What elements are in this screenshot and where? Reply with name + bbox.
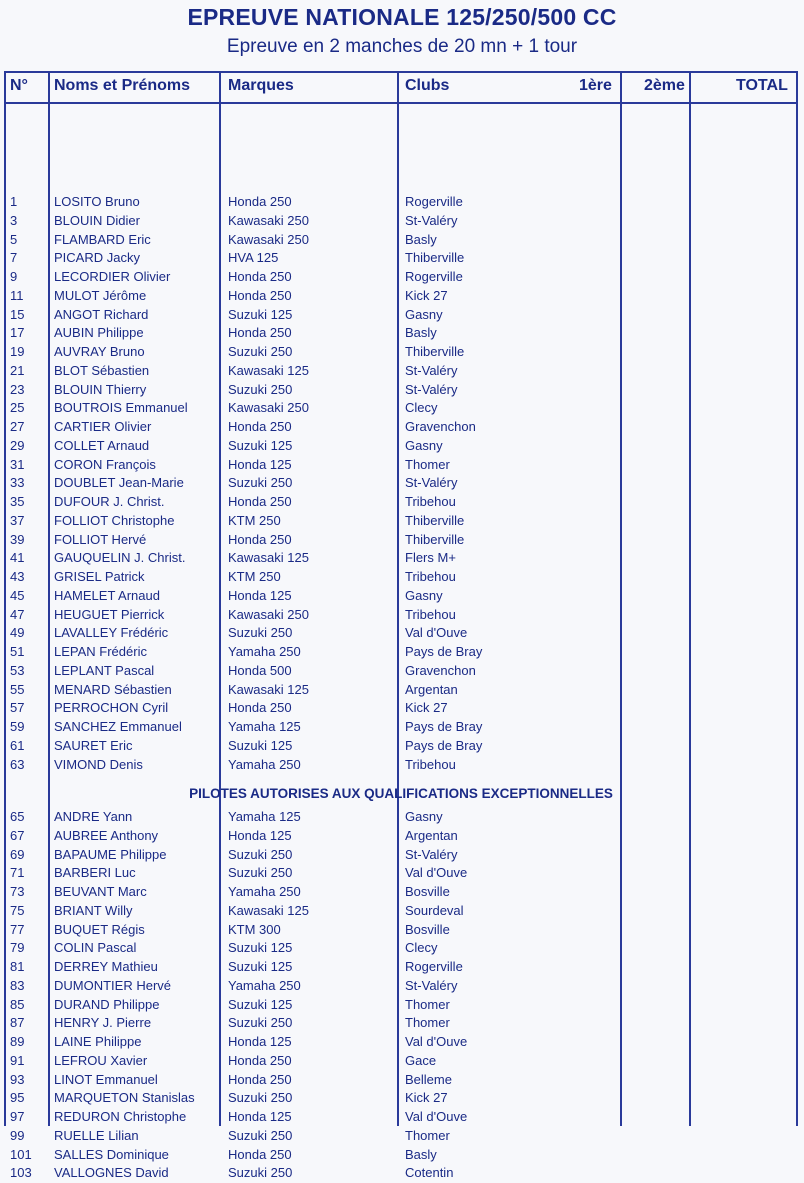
rider-make: Suzuki 250 — [228, 1015, 293, 1031]
table-row — [4, 1089, 798, 1108]
section-title: PILOTES AUTORISES AUX QUALIFICATIONS EXCEPTIONNELLES — [189, 786, 613, 801]
rider-name: DERREY Mathieu — [54, 959, 158, 974]
rider-name: FOLLIOT Hervé — [54, 531, 147, 547]
rider-name: FOLLIOT Christophe — [54, 512, 175, 528]
rider-club: Bosville — [405, 884, 450, 899]
rider-name: ANGOT Richard — [54, 306, 149, 322]
rider-make: Suzuki 125 — [228, 306, 293, 322]
rider-club: Tribehou — [405, 606, 456, 622]
page-subtitle: Epreuve en 2 manches de 20 mn + 1 tour — [226, 36, 578, 57]
rider-number: 17 — [10, 325, 25, 341]
rider-make: Honda 125 — [228, 587, 292, 603]
table-row — [4, 977, 798, 996]
rider-name: AUBREE Anthony — [54, 827, 159, 843]
rider-name: GAUQUELIN J. Christ. — [54, 550, 186, 566]
rider-make: Honda 500 — [228, 662, 292, 678]
rider-name: VIMOND Denis — [54, 756, 143, 772]
table-row — [4, 1146, 798, 1165]
table-row — [4, 864, 798, 883]
rider-club: Clecy — [405, 400, 438, 416]
table-row — [4, 939, 798, 958]
table-row — [4, 193, 798, 212]
table-row — [4, 418, 798, 437]
rider-name: COLLET Arnaud — [54, 437, 150, 453]
table-row — [4, 921, 798, 940]
rider-make: Suzuki 250 — [228, 381, 293, 397]
rider-number: 23 — [10, 381, 25, 397]
rider-number: 101 — [10, 1146, 32, 1162]
rider-number: 33 — [10, 475, 25, 491]
rider-club: Thomer — [405, 1127, 450, 1143]
rider-number: 75 — [10, 902, 25, 918]
table-row — [4, 996, 798, 1015]
rider-make: Honda 125 — [228, 1109, 292, 1124]
rider-number: 43 — [10, 569, 25, 584]
rider-make: Suzuki 250 — [228, 475, 293, 491]
table-row — [4, 1014, 798, 1033]
rider-club: Flers M+ — [405, 550, 456, 566]
rider-name: LAINE Philippe — [54, 1034, 142, 1049]
rider-make: Suzuki 125 — [228, 737, 293, 753]
rider-name: BEUVANT Marc — [54, 884, 147, 899]
rider-club: Val d'Ouve — [405, 625, 468, 641]
rider-number: 87 — [10, 1015, 25, 1031]
rider-number: 27 — [10, 419, 25, 434]
rider-name: BARBERI Luc — [54, 865, 136, 881]
rider-number: 93 — [10, 1071, 25, 1087]
rider-number: 7 — [10, 250, 18, 266]
rider-club: St-Valéry — [405, 362, 458, 378]
rider-club: Cotentin — [405, 1165, 454, 1181]
rider-make: Honda 250 — [228, 287, 292, 303]
table-row — [4, 902, 798, 921]
rider-make: HVA 125 — [228, 250, 279, 266]
rider-make: Honda 250 — [228, 325, 292, 341]
rider-name: LECORDIER Olivier — [54, 269, 171, 284]
rider-number: 49 — [10, 625, 25, 641]
table-row — [4, 568, 798, 587]
table-row — [4, 1108, 798, 1127]
rider-make: Suzuki 125 — [228, 996, 293, 1012]
rider-number: 97 — [10, 1109, 25, 1124]
rider-club: Gace — [405, 1052, 437, 1068]
rider-number: 79 — [10, 940, 25, 956]
header-make: Marques — [228, 77, 294, 94]
table-row — [4, 827, 798, 846]
rider-number: 3 — [10, 212, 18, 228]
table-row — [4, 1164, 798, 1183]
table-row — [4, 268, 798, 287]
rider-name: CORON François — [54, 456, 156, 472]
rider-name: LEPLANT Pascal — [54, 662, 155, 678]
rider-name: HAMELET Arnaud — [54, 587, 160, 603]
rider-name: BAPAUME Philippe — [54, 846, 167, 862]
rider-name: PICARD Jacky — [54, 250, 140, 266]
table-row — [4, 606, 798, 625]
rider-make: Honda 125 — [228, 1034, 292, 1049]
rider-make: Suzuki 250 — [228, 1165, 293, 1181]
rider-club: St-Valéry — [405, 475, 458, 491]
rider-club: Tribehou — [405, 494, 456, 509]
table-row — [4, 808, 798, 827]
rider-club: Belleme — [405, 1071, 452, 1087]
rider-name: LEPAN Frédéric — [54, 644, 147, 659]
table-row — [4, 883, 798, 902]
rider-club: St-Valéry — [405, 381, 458, 397]
rider-name: BLOT Sébastien — [54, 362, 150, 378]
rider-club: Argentan — [405, 681, 458, 697]
rider-number: 29 — [10, 437, 25, 453]
rider-number: 55 — [10, 681, 25, 697]
rider-make: Kawasaki 250 — [228, 606, 309, 622]
rider-make: Honda 250 — [228, 700, 292, 716]
rider-club: Gasny — [405, 437, 443, 453]
table-row — [4, 362, 798, 381]
rider-club: Thiberville — [405, 531, 465, 547]
rider-club: Sourdeval — [405, 902, 464, 918]
rider-number: 51 — [10, 644, 25, 659]
rider-club: Kick 27 — [405, 1090, 448, 1106]
rider-make: Kawasaki 250 — [228, 231, 309, 247]
rider-club: Clecy — [405, 940, 438, 956]
rider-club: Gasny — [405, 587, 443, 603]
rider-club: Thiberville — [405, 250, 465, 266]
table-row — [4, 549, 798, 568]
rider-club: Tribehou — [405, 756, 456, 772]
table-row — [4, 531, 798, 550]
table-row — [4, 681, 798, 700]
rider-name: SALLES Dominique — [54, 1146, 169, 1162]
rider-make: Honda 250 — [228, 194, 292, 209]
rider-name: MULOT Jérôme — [54, 287, 147, 303]
rider-name: RUELLE Lilian — [54, 1127, 139, 1143]
rider-number: 89 — [10, 1034, 25, 1049]
rider-name: ANDRE Yann — [54, 809, 133, 824]
rider-club: Kick 27 — [405, 700, 448, 716]
rider-club: Thiberville — [405, 512, 465, 528]
rider-club: Basly — [405, 231, 437, 247]
rider-name: SAURET Eric — [54, 737, 133, 753]
rider-club: Gravenchon — [405, 419, 476, 434]
rider-club: Bosville — [405, 921, 450, 937]
rider-name: REDURON Christophe — [54, 1109, 187, 1124]
table-row — [4, 231, 798, 250]
rider-name: VALLOGNES David — [54, 1165, 169, 1181]
rider-name: BOUTROIS Emmanuel — [54, 400, 188, 416]
rider-number: 57 — [10, 700, 25, 716]
rider-club: Val d'Ouve — [405, 865, 468, 881]
rider-club: Pays de Bray — [405, 719, 483, 734]
table-row — [4, 512, 798, 531]
rider-number: 91 — [10, 1052, 25, 1068]
rider-name: DUMONTIER Hervé — [54, 977, 172, 993]
rider-make: Honda 250 — [228, 1052, 292, 1068]
rider-club: Pays de Bray — [405, 737, 483, 753]
rider-make: Suzuki 250 — [228, 1090, 293, 1106]
rider-name: AUVRAY Bruno — [54, 344, 145, 359]
rider-name: BLOUIN Didier — [54, 212, 140, 228]
riders-list — [4, 193, 798, 774]
rider-make: Honda 250 — [228, 531, 292, 547]
rider-number: 61 — [10, 737, 25, 753]
rider-make: Kawasaki 125 — [228, 550, 309, 566]
rider-number: 65 — [10, 809, 25, 824]
header-num: N° — [10, 77, 28, 94]
rider-make: Honda 250 — [228, 494, 292, 509]
results-table — [4, 71, 798, 1181]
header-total: TOTAL — [736, 77, 788, 94]
rider-name: DURAND Philippe — [54, 996, 160, 1012]
table-row — [4, 306, 798, 325]
table-row — [4, 493, 798, 512]
page-title: EPREUVE NATIONALE 125/250/500 CC — [187, 4, 617, 30]
rider-make: Kawasaki 125 — [228, 362, 309, 378]
rider-number: 85 — [10, 996, 25, 1012]
table-row — [4, 756, 798, 775]
table-row — [4, 287, 798, 306]
table-row — [4, 381, 798, 400]
rider-number: 59 — [10, 719, 25, 734]
table-row — [4, 1033, 798, 1052]
rider-club: Gasny — [405, 809, 443, 824]
rider-number: 45 — [10, 587, 25, 603]
table-top-rule — [4, 71, 798, 73]
rider-number: 15 — [10, 306, 25, 322]
rider-club: Gravenchon — [405, 662, 476, 678]
rider-club: Val d'Ouve — [405, 1034, 468, 1049]
table-row — [4, 212, 798, 231]
rider-number: 67 — [10, 827, 25, 843]
rider-club: Basly — [405, 325, 437, 341]
rider-name: PERROCHON Cyril — [54, 700, 169, 716]
rider-club: Thiberville — [405, 344, 465, 359]
rider-number: 63 — [10, 756, 25, 772]
rider-number: 1 — [10, 194, 18, 209]
rider-club: Val d'Ouve — [405, 1109, 468, 1124]
rider-number: 77 — [10, 921, 25, 937]
table-row — [4, 249, 798, 268]
rider-club: St-Valéry — [405, 977, 458, 993]
rider-make: Yamaha 250 — [228, 756, 301, 772]
table-row — [4, 587, 798, 606]
table-row — [4, 399, 798, 418]
table-row — [4, 324, 798, 343]
table-row — [4, 474, 798, 493]
rider-make: Suzuki 250 — [228, 865, 293, 881]
rider-name: HEUGUET Pierrick — [54, 606, 165, 622]
table-row — [4, 456, 798, 475]
rider-make: Yamaha 125 — [228, 809, 301, 824]
rider-number: 53 — [10, 662, 25, 678]
table-row — [4, 737, 798, 756]
table-row — [4, 699, 798, 718]
header-first: 1ère — [579, 77, 612, 94]
rider-club: Pays de Bray — [405, 644, 483, 659]
rider-make: Suzuki 125 — [228, 959, 293, 974]
table-row — [4, 958, 798, 977]
table-row — [4, 1127, 798, 1146]
rider-make: Honda 125 — [228, 827, 292, 843]
table-row — [4, 1071, 798, 1090]
rider-number: 19 — [10, 344, 25, 359]
table-row — [4, 1052, 798, 1071]
rider-name: MARQUETON Stanislas — [54, 1090, 195, 1106]
header-second: 2ème — [644, 77, 685, 94]
rider-make: Honda 250 — [228, 419, 292, 434]
rider-name: LINOT Emmanuel — [54, 1071, 158, 1087]
rider-make: Yamaha 250 — [228, 644, 301, 659]
rider-club: Thomer — [405, 996, 450, 1012]
rider-club: Thomer — [405, 456, 450, 472]
rider-make: KTM 250 — [228, 512, 281, 528]
rider-name: LAVALLEY Frédéric — [54, 625, 169, 641]
rider-name: FLAMBARD Eric — [54, 231, 151, 247]
rider-name: BRIANT Willy — [54, 902, 133, 918]
rider-make: Honda 125 — [228, 456, 292, 472]
rider-club: Argentan — [405, 827, 458, 843]
rider-number: 73 — [10, 884, 25, 899]
table-row — [4, 718, 798, 737]
rider-number: 81 — [10, 959, 25, 974]
rider-make: Kawasaki 125 — [228, 681, 309, 697]
rider-name: BLOUIN Thierry — [54, 381, 147, 397]
rider-number: 41 — [10, 550, 25, 566]
rider-name: LOSITO Bruno — [54, 194, 140, 209]
rider-number: 37 — [10, 512, 25, 528]
rider-make: Suzuki 250 — [228, 846, 293, 862]
rider-number: 71 — [10, 865, 25, 881]
rider-make: Suzuki 250 — [228, 1127, 293, 1143]
rider-make: Yamaha 250 — [228, 884, 301, 899]
header-name: Noms et Prénoms — [54, 77, 191, 94]
rider-club: Kick 27 — [405, 287, 448, 303]
rider-make: Kawasaki 125 — [228, 902, 309, 918]
table-row — [4, 343, 798, 362]
rider-club: Gasny — [405, 306, 443, 322]
rider-name: DOUBLET Jean-Marie — [54, 475, 184, 491]
rider-make: Suzuki 250 — [228, 344, 293, 359]
rider-name: SANCHEZ Emmanuel — [54, 719, 182, 734]
rider-make: Kawasaki 250 — [228, 400, 309, 416]
rider-name: GRISEL Patrick — [54, 569, 145, 584]
rider-make: Kawasaki 250 — [228, 212, 309, 228]
table-row — [4, 662, 798, 681]
rider-name: LEFROU Xavier — [54, 1052, 148, 1068]
rider-club: Basly — [405, 1146, 437, 1162]
rider-number: 39 — [10, 531, 25, 547]
rider-name: CARTIER Olivier — [54, 419, 152, 434]
rider-club: St-Valéry — [405, 212, 458, 228]
rider-make: Honda 250 — [228, 1146, 292, 1162]
rider-make: Suzuki 125 — [228, 437, 293, 453]
rider-number: 99 — [10, 1127, 25, 1143]
rider-name: COLIN Pascal — [54, 940, 137, 956]
rider-number: 103 — [10, 1165, 32, 1181]
rider-club: Rogerville — [405, 959, 463, 974]
rider-make: KTM 250 — [228, 569, 281, 584]
rider-number: 31 — [10, 456, 25, 472]
rider-number: 25 — [10, 400, 25, 416]
rider-name: DUFOUR J. Christ. — [54, 494, 165, 509]
rider-name: HENRY J. Pierre — [54, 1015, 152, 1031]
rider-make: Suzuki 125 — [228, 940, 293, 956]
rider-make: Yamaha 250 — [228, 977, 301, 993]
rider-make: Honda 250 — [228, 269, 292, 284]
rider-name: AUBIN Philippe — [54, 325, 144, 341]
exceptional-riders-list — [4, 808, 798, 1183]
table-row — [4, 437, 798, 456]
rider-club: St-Valéry — [405, 846, 458, 862]
rider-number: 83 — [10, 977, 25, 993]
rider-number: 95 — [10, 1090, 25, 1106]
rider-club: Rogerville — [405, 194, 463, 209]
rider-club: Thomer — [405, 1015, 450, 1031]
rider-make: Suzuki 250 — [228, 625, 293, 641]
rider-club: Rogerville — [405, 269, 463, 284]
rider-make: Honda 250 — [228, 1071, 292, 1087]
rider-number: 47 — [10, 606, 25, 622]
rider-number: 9 — [10, 269, 18, 284]
table-row — [4, 624, 798, 643]
rider-name: MENARD Sébastien — [54, 681, 172, 697]
rider-number: 69 — [10, 846, 25, 862]
rider-club: Tribehou — [405, 569, 456, 584]
table-header-rule — [4, 102, 798, 104]
rider-number: 35 — [10, 494, 25, 509]
rider-make: Yamaha 125 — [228, 719, 301, 734]
header-club: Clubs — [405, 77, 450, 94]
table-row — [4, 846, 798, 865]
rider-number: 11 — [10, 287, 24, 303]
rider-name: BUQUET Régis — [54, 921, 145, 937]
rider-make: KTM 300 — [228, 921, 281, 937]
rider-number: 21 — [10, 362, 25, 378]
table-row — [4, 643, 798, 662]
rider-number: 5 — [10, 231, 18, 247]
